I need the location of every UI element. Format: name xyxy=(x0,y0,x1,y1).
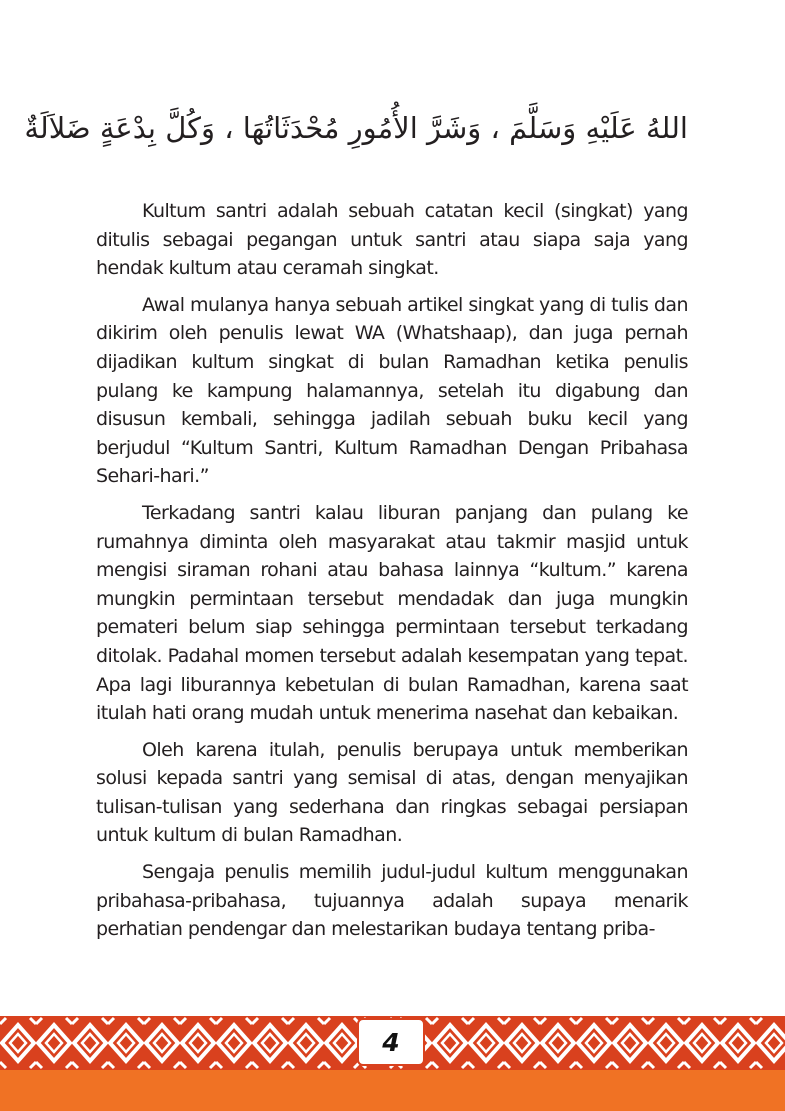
footer-bottom-strip xyxy=(0,1070,785,1111)
page-number: 4 xyxy=(357,1018,425,1066)
arabic-hadith-line: اللهُ عَلَيْهِ وَسَلَّمَ ، وَشَرَّ الأُمُورِ مُحْدَثَاتُهَا ، وَكُلَّ بِدْعَةٍ ضَلاَلَةٌ xyxy=(24,111,688,145)
paragraph-5: Sengaja penulis memilih judul-judul kultum menggunakan pribahasa-pribahasa, tujuannya adalah supaya menarik perhatian pendengar dan melestarikan budaya tentang priba- xyxy=(96,861,688,941)
paragraph-3: Terkadang santri kalau liburan panjang dan pulang ke rumahnya diminta oleh masyarakat atau takmir masjid untuk mengisi siraman rohani atau bahasa lainnya “kultum.” karena mungkin permintaan tersebut mendadak dan juga mungkin pemateri belum siap sehingga permintaan tersebut terkadang ditolak. Padahal momen tersebut adalah kesempatan yang tepat. Apa lagi liburannya kebetulan di bulan Ramadhan, karena saat itulah hati orang mudah untuk menerima nasehat dan kebaikan. xyxy=(96,501,688,725)
body-text xyxy=(96,197,688,952)
paragraph-4: Oleh karena itulah, penulis berupaya untuk memberikan solusi kepada santri yang semisal di atas, dengan menyajikan tulisan-tulisan yang sederhana dan ringkas sebagai persiapan untuk kultum di bulan Ramadhan. xyxy=(96,738,688,847)
paragraph-1: Kultum santri adalah sebuah catatan kecil (singkat) yang ditulis sebagai pegangan untuk santri atau siapa saja yang hendak kultum atau ceramah singkat. xyxy=(96,200,688,280)
paragraph-2: Awal mulanya hanya sebuah artikel singkat yang di tulis dan dikirim oleh penulis lewat WA (Whatshaap), dan juga pernah dijadikan kultum singkat di bulan Ramadhan ketika penulis pulang ke kampung halamannya, setelah itu digabung dan disusun kembali, sehingga jadilah sebuah buku kecil yang berjudul “Kultum Santri, Kultum Ramadhan Dengan Pribahasa Sehari-hari.” xyxy=(96,293,688,488)
